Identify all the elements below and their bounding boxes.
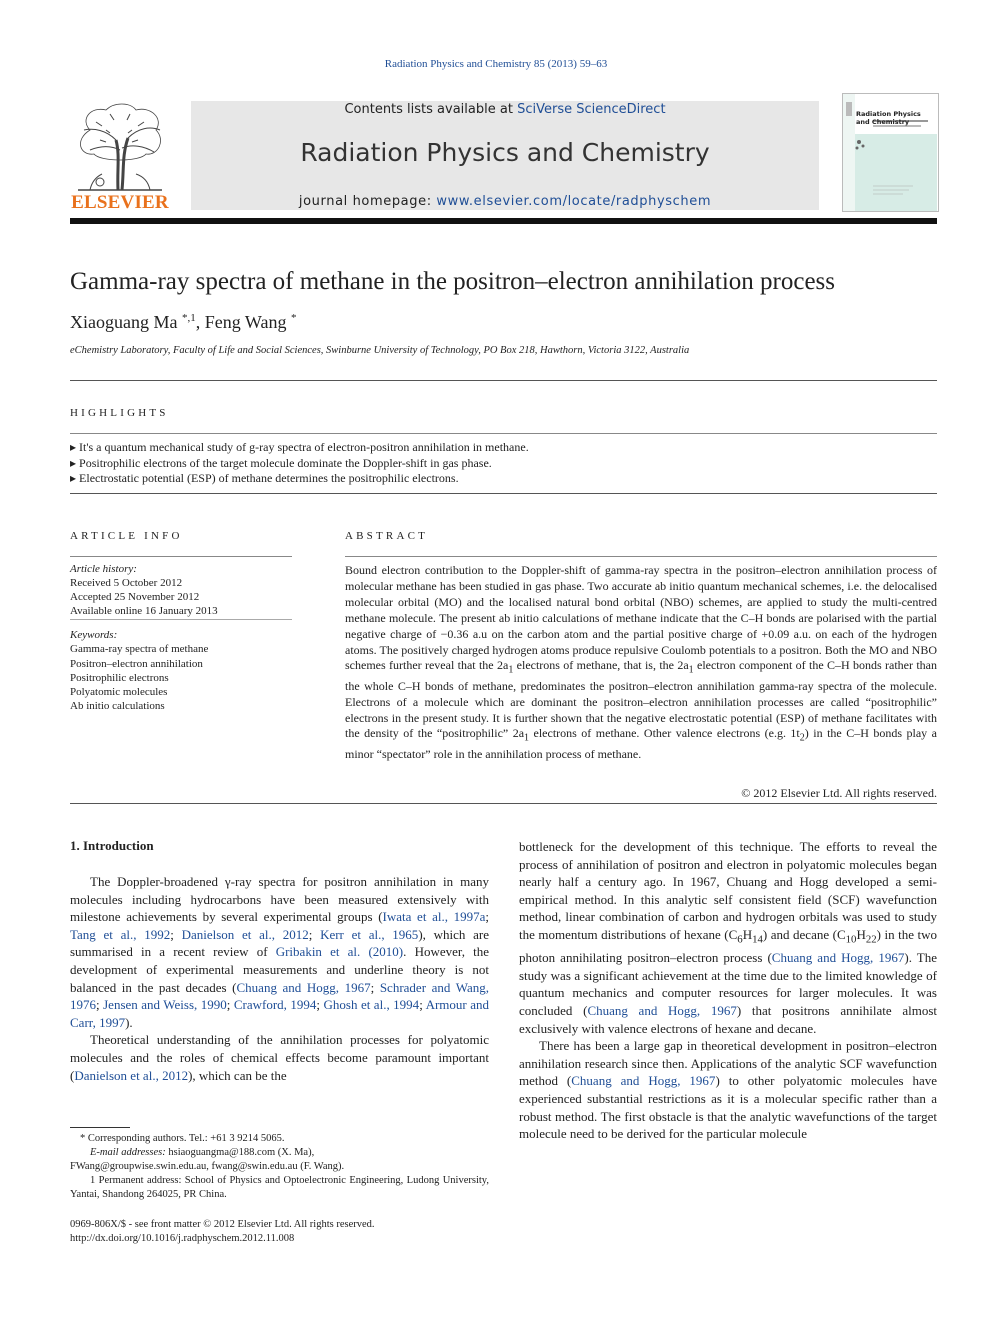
divider [70,619,292,620]
contents-prefix: Contents lists available at [344,102,518,117]
footnote-corresponding: * Corresponding authors. Tel.: +61 3 9214 5065. [80,1133,285,1144]
highlight-item: ▸ Electrostatic potential (ESP) of methane determines the positrophilic electrons. [70,471,459,485]
homepage-prefix: journal homepage: [298,194,437,209]
reference-link[interactable]: Ghosh et al., 1994 [323,997,420,1013]
homepage-link[interactable]: www.elsevier.com/locate/radphyschem [436,194,712,209]
reference-link[interactable]: Armour and Carr, 1997 [70,997,489,1030]
reference-link[interactable]: Tang et al., 1992 [70,926,171,942]
author-marks[interactable]: * [290,312,297,324]
reference-link[interactable]: Chuang and Hogg, 1967 [587,1002,737,1018]
highlights-list [70,440,937,487]
journal-citation[interactable]: Radiation Physics and Chemistry 85 (2013) 59–63 [384,58,608,70]
author-marks[interactable]: *,1 [181,312,196,324]
doi-link[interactable]: http://dx.doi.org/10.1016/j.radphyschem.2012.11.008 [70,1233,295,1244]
divider [70,803,937,804]
reference-link[interactable]: Schrader and Wang, 1976 [70,979,489,1013]
divider [70,556,292,557]
cover-journal-title: Radiation Physics and Chemistry [856,110,921,126]
reference-link[interactable]: Chuang and Hogg, 1967 [236,979,371,995]
keyword-item: Positrophilic electrons [70,671,169,684]
body-paragraph: bottleneck for the development of this technique. The efforts to reveal the process of annihilation of positron and electron in polyatomic molecules began nearly half a century ago. In 1967, Chuang and Hogg developed a semi-empirical method. In this analytic self consistent field (SCF) wavefunction method, linear combination of carbon and hydrogen orbitals was used to study the momentum distributions of hexane $(C_6H_{14})$ and decane $(C_{10}H_{22})$ in the two photon annihilating positron–electron process (Chuang and Hogg, 1967). The study was a significant achievement at the time due to the limited knowledge of quantum mechanics and computer resources for larger molecules. It was concluded (Chuang and Hogg, 1967) that positrons annihilate almost exclusively with valence electrons of hexane and decane. [519,839,938,1036]
history-accepted: Accepted 25 November 2012 [70,591,200,603]
footnotes [70,1132,489,1202]
highlight-item: ▸ Positrophilic electrons of the target molecule dominate the Doppler-shift in gas phase. [70,455,492,470]
keyword-item: Positron–electron annihilation [70,657,203,670]
author-separator: , [195,312,205,332]
sciencedirect-link[interactable]: SciVerse ScienceDirect [517,102,666,117]
header-rule [70,218,937,224]
abstract-text: Bound electron contribution to the Doppler-shift of gamma-ray spectra in the positron–electron annihilation process of molecular methane has been studied in gas phase. Two accurate ab initio quantum mechanical schemes, i.e. the delocalised molecular orbital (MO) and the localised natural bond orbital (NBO) schemes, are applied to study the multi-centred methane molecule. The present ab initio calculations of methane indicate that the C–H bonds are polarised with the partial negative charge of −0.36 a.u on the carbon atom and the partial positive charge of +0.09 a.u. on each of the hydrogen atoms. The positively charged hydrogen atoms produce repulsive Coulomb potentials to a positron. Both the MO and NBO schemes further reveal that the $2a_1$ electrons of methane, that is, the $2a_1$ electron component of the C–H bonds rather than the whole C–H bonds of methane, predominates the positron–electron annihilation gamma-ray spectra of the molecule. Electrons of a molecule which are dominant the positron–electron annihilation processes are called “positrophilic” electrons in the present study. It is further shown that the negative electrostatic potential (ESP) of methane facilitates with the density of the “positrophilic” $2a_1$ electrons of methane. Other valence electrons (e.g. $1t_2$) in the C–H bonds play a minor “spectator” role in the annihilation process of methane. [345,563,937,761]
history-received: Received 5 October 2012 [70,577,183,589]
homepage-line [191,194,819,209]
footnote-permanent-address: 1 Permanent address: School of Physics and Optoelectronic Engineering, Ludong University, Yantai, Shandong 264025, PR China. [70,1175,489,1200]
article-history [70,562,218,618]
reference-link[interactable]: Kerr et al., 1965 [320,926,419,942]
reference-link[interactable]: Crawford, 1994 [233,997,317,1013]
affiliation: eChemistry Laboratory, Faculty of Life and Social Sciences, Swinburne University of Technology, PO Box 218, Hawthorn, Victoria 3122, Australia [70,345,690,356]
footnote-rule [70,1127,130,1128]
history-online: Available online 16 January 2013 [70,605,218,617]
body-paragraph: Theoretical understanding of the annihilation processes for polyatomic molecules and the roles of chemical effects become paramount important (Danielson et al., 2012), which can be the [70,1032,489,1083]
footnote-email-cont: FWang@groupwise.swin.edu.au, fwang@swin.edu.au (F. Wang). [70,1161,345,1172]
copyright-notice: © 2012 Elsevier Ltd. All rights reserved. [741,786,937,800]
body-column-right [519,838,937,1143]
reference-link[interactable]: Iwata et al., 1997a [382,909,486,925]
author-name[interactable]: Feng Wang [204,312,287,332]
article-info-heading: ARTICLE INFO [70,530,183,542]
highlight-item: ▸ It's a quantum mechanical study of g-ray spectra of electron-positron annihilation in methane. [70,440,529,454]
keyword-item: Polyatomic molecules [70,686,168,699]
highlights-heading: HIGHLIGHTS [70,407,169,419]
reference-link[interactable]: Danielson et al., 2012 [181,926,309,942]
keywords-list [70,628,208,714]
contents-line [191,102,819,117]
body-paragraph: There has been a large gap in theoretical development in positron–electron annihilation research since then. Applications of the analytic SCF wavefunction method (Chuang and Hogg, 1967) to other polyatomic molecules have experienced substantial restrictions as it is a molecular specific rather than a robust method. The first obstacle is that the analytic wavefunctions of the target molecule need to be derived for the particular molecule [519,1038,938,1142]
reference-link[interactable]: Chuang and Hogg, 1967 [571,1073,716,1089]
author-name[interactable]: Xiaoguang Ma [70,312,178,332]
history-label: Article history: [70,563,137,575]
footnote-email: E-mail addresses: hsiaoguangma@188.com (X. Ma), [90,1147,315,1158]
divider [345,556,937,557]
body-column-left [70,873,489,1084]
reference-link[interactable]: Jensen and Weiss, 1990 [103,997,227,1013]
article-title: Gamma-ray spectra of methane in the positron–electron annihilation process [70,268,836,295]
keyword-item: Ab initio calculations [70,700,165,713]
keywords-label: Keywords: [70,629,118,641]
publication-meta [70,1218,375,1246]
reference-link[interactable]: Danielson et al., 2012 [74,1067,189,1083]
divider [70,380,937,381]
abstract-heading: ABSTRACT [345,530,429,542]
keyword-item: Gamma-ray spectra of methane [70,643,209,656]
reference-link[interactable]: Gribakin et al. (2010) [275,944,404,960]
journal-name: Radiation Physics and Chemistry [300,138,710,167]
divider [70,493,937,494]
divider [70,433,937,434]
issn-line: 0969-806X/$ - see front matter © 2012 Elsevier Ltd. All rights reserved. [70,1219,375,1230]
elsevier-logo-text: ELSEVIER [71,192,169,213]
section-heading-introduction: 1. Introduction [70,838,154,853]
body-paragraph: The Doppler-broadened γ-ray spectra for positron annihilation in many molecules including hydrocarbons have been measured extensively with milestone achievements by several experimental groups (Iwata et al., 1997a; Tang et al., 1992; Danielson et al., 2012; Kerr et al., 1965), which are summarised in a recent review of Gribakin et al. (2010). However, the development of experimental measurements and underline theory is not balanced in the past decades (Chuang and Hogg, 1967; Schrader and Wang, 1976; Jensen and Weiss, 1990; Crawford, 1994; Ghosh et al., 1994; Armour and Carr, 1997). [70,874,489,1030]
reference-link[interactable]: Chuang and Hogg, 1967 [771,950,905,966]
author-list [70,312,296,333]
